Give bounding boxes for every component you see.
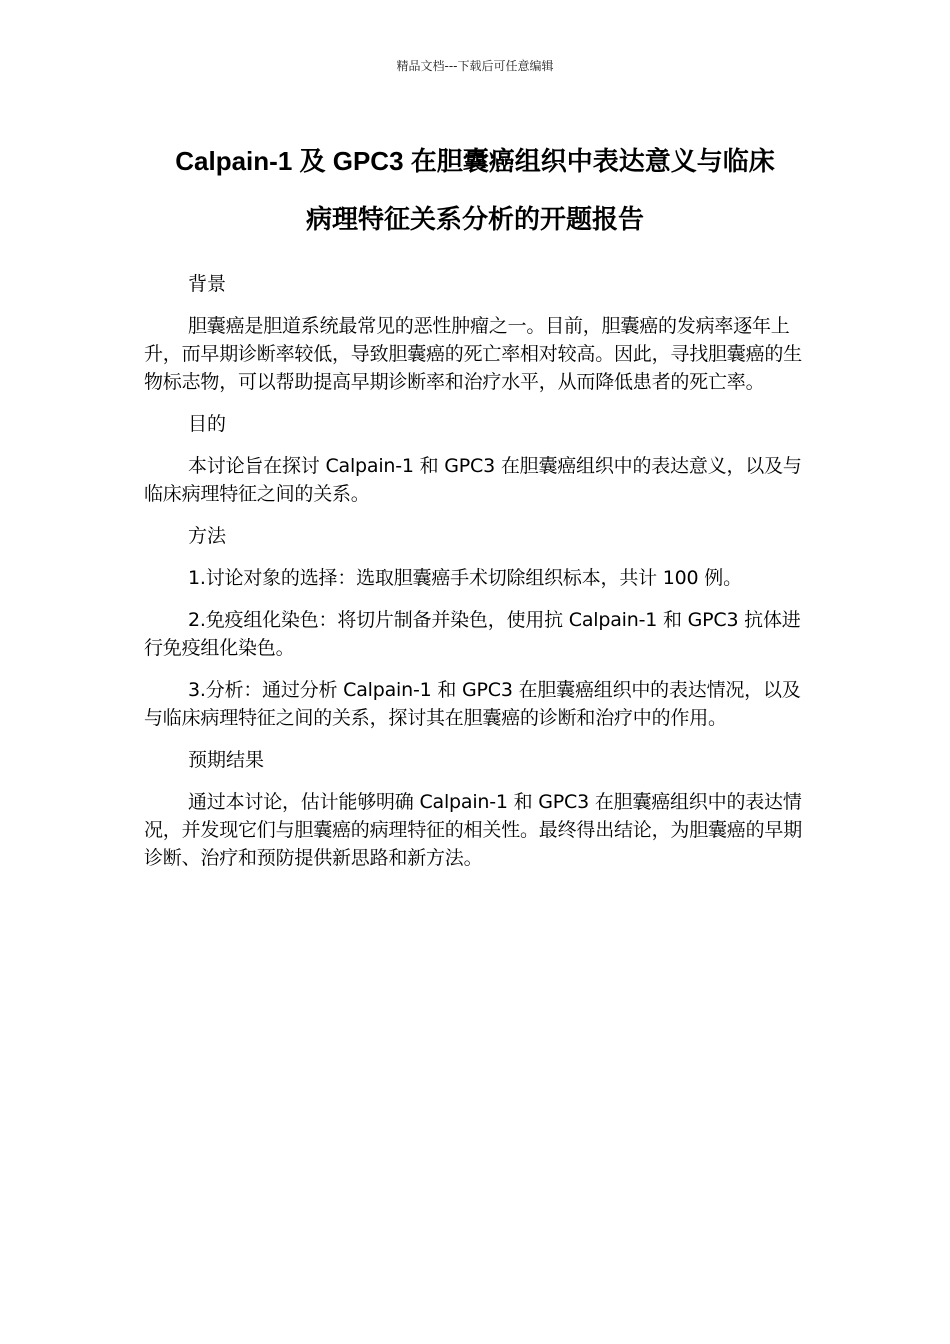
section-heading-methods: 方法 [188,525,227,547]
method-item: 1.讨论对象的选择：选取胆囊癌手术切除组织标本，共计 100 例。 [188,567,742,589]
expected-paragraph: 通过本讨论，估计能够明确 Calpain-1 和 GPC3 在胆囊癌组织中的表达情况，并发现它们与胆囊癌的病理特征的相关性。最终得出结论，为胆囊癌的早期诊断、治疗和预防提供新思路和新方法。 [144,791,803,869]
background-paragraph: 胆囊癌是胆道系统最常见的恶性肿瘤之一。目前，胆囊癌的发病率逐年上升，而早期诊断率较低，导致胆囊癌的死亡率相对较高。因此，寻找胆囊癌的生物标志物，可以帮助提高早期诊断率和治疗水平，从而降低患者的死亡率。 [144,315,803,393]
purpose-paragraph: 本讨论旨在探讨 Calpain-1 和 GPC3 在胆囊癌组织中的表达意义，以及与临床病理特征之间的关系。 [144,455,802,505]
title-line-1: Calpain-1 及 GPC3 在胆囊癌组织中表达意义与临床 [175,146,775,176]
method-item: 3.分析：通过分析 Calpain-1 和 GPC3 在胆囊癌组织中的表达情况，以及与临床病理特征之间的关系，探讨其在胆囊癌的诊断和治疗中的作用。 [144,679,801,729]
document-title [120,132,830,248]
section-heading-purpose: 目的 [188,413,227,435]
document-body [144,270,806,886]
section-heading-background: 背景 [188,273,227,295]
header-note: 精品文档---下载后可任意编辑 [396,59,554,73]
title-line-2: 病理特征关系分析的开题报告 [305,204,644,234]
section-heading-expected: 预期结果 [188,749,265,771]
method-item: 2.免疫组化染色：将切片制备并染色，使用抗 Calpain-1 和 GPC3 抗体进行免疫组化染色。 [144,609,801,659]
